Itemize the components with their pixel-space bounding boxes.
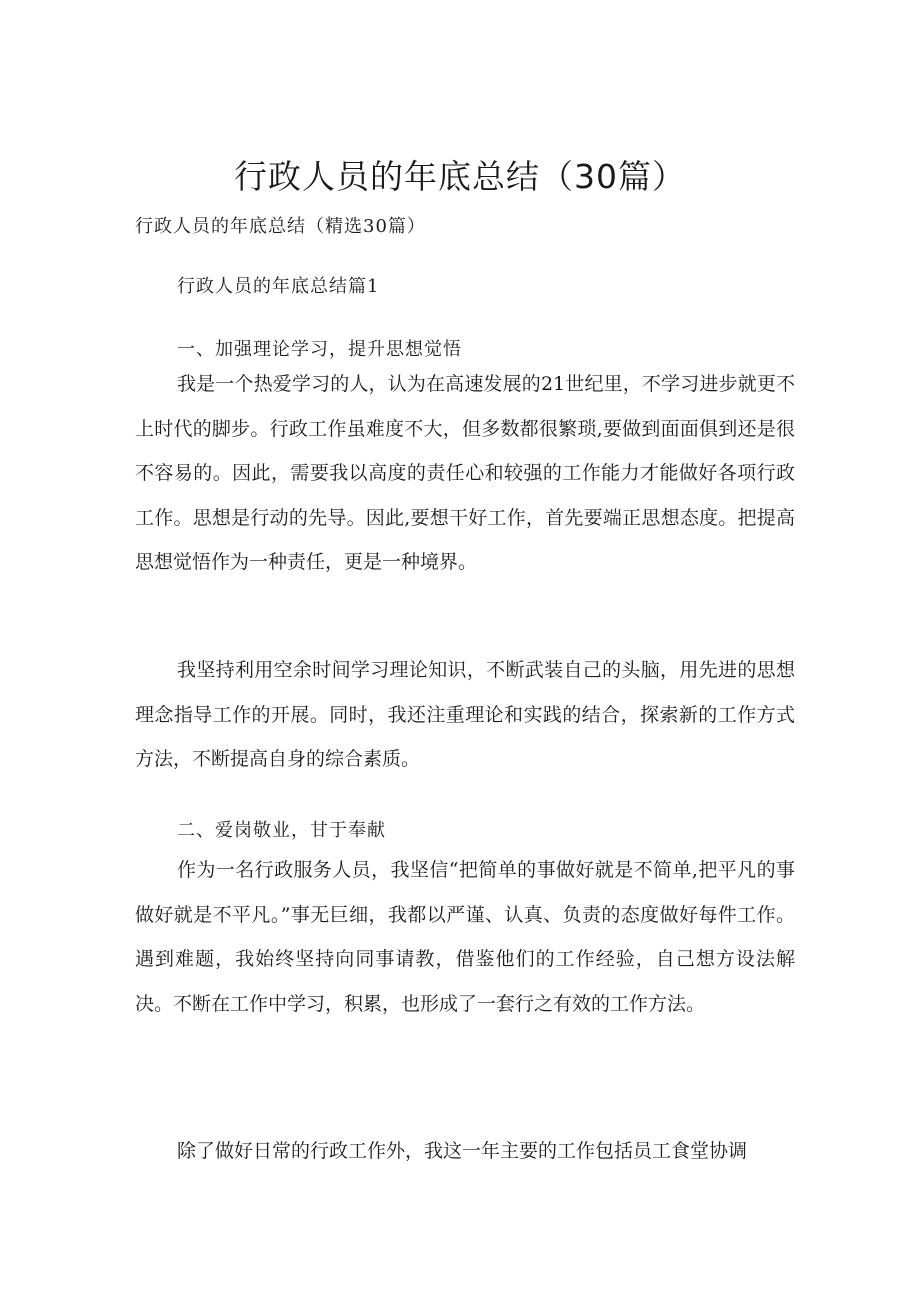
document-subtitle: 行政人员的年底总结（精选30篇） [135,216,426,237]
section-1-paragraph-2: 我坚持利用空余时间学习理论知识，不断武装自己的头脑，用先进的思想理念指导工作的开展。同时，我还注重理论和实践的结合，探索新的工作方式方法，不断提高自身的综合素质。 [135,659,795,770]
chapter-heading: 行政人员的年底总结篇1 [177,276,380,297]
section-2-paragraph-2: 除了做好日常的行政工作外，我这一年主要的工作包括员工食堂协调 [177,1140,748,1162]
section-2-paragraph-1: 作为一名行政服务人员，我坚信“把简单的事做好就是不简单,把平凡的事做好就是不平凡。”事无巨细，我都以严谨、认真、负责的态度做好每件工作。遇到难题，我始终坚持向同事请教，借鉴他们的工作经验，自己想方设法解决。不断在工作中学习，积累，也形成了一套行之有效的工作方法。 [135,859,795,1015]
document-title: 行政人员的年底总结（30篇） [234,157,686,196]
section-heading-1: 一、加强理论学习，提升思想觉悟 [177,339,462,360]
section-heading-2: 二、爱岗敬业，甘于奉献 [177,820,386,841]
section-1-paragraph-1: 我是一个热爱学习的人，认为在高速发展的21世纪里，不学习进步就更不上时代的脚步。行政工作虽难度不大，但多数都很繁琐,要做到面面俱到还是很不容易的。因此，需要我以高度的责任心和较强的工作能力才能做好各项行政工作。思想是行动的先导。因此,要想干好工作，首先要端正思想态度。把提高思想觉悟作为一种责任，更是一种境界。 [135,373,795,573]
